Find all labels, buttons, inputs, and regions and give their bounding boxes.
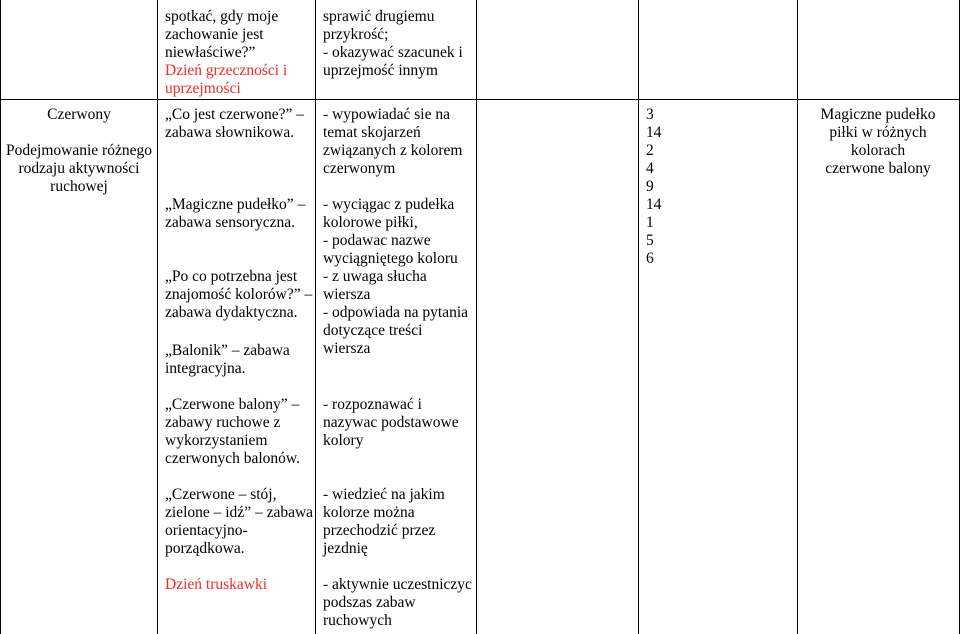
curriculum-number: 3	[646, 106, 654, 123]
goal-line: związanych z kolorem	[323, 142, 463, 159]
goal-line: nazywac podstawowe	[323, 414, 459, 431]
goal-line: ruchowych	[323, 612, 392, 629]
text-line: spotkać, gdy moje	[165, 8, 279, 25]
text-line: sprawić drugiemu	[323, 8, 435, 25]
goal-line: wiersza	[323, 340, 371, 357]
text-line: przykrość;	[323, 26, 389, 43]
goal-line: jezdnię	[323, 540, 368, 557]
column-border	[315, 0, 316, 634]
curriculum-number: 5	[646, 232, 654, 249]
curriculum-number: 6	[646, 250, 654, 267]
goal-line: kolorowe piłki,	[323, 214, 418, 231]
goal-line: przechodzić przez	[323, 522, 436, 539]
top-row-goals	[323, 8, 475, 80]
material-line: kolorach	[850, 142, 906, 159]
goals-cell	[323, 196, 475, 358]
column-border	[476, 0, 477, 634]
top-row-activities	[165, 8, 315, 98]
goal-line: - z uwaga słucha	[323, 268, 427, 285]
column-border	[157, 0, 158, 634]
goal-line: - aktywnie uczestniczyc	[323, 576, 472, 593]
goal-line: kolorze można	[323, 504, 415, 521]
goal-line: - rozpoznawać i	[323, 396, 422, 413]
day-title-line: Dzień grzeczności i	[165, 62, 288, 79]
activity-line: zabawy ruchowe z	[165, 414, 281, 431]
activity-line: wykorzystaniem	[165, 432, 268, 449]
curriculum-numbers-cell	[646, 106, 796, 268]
goal-line: wiersza	[323, 286, 371, 303]
day-title-line: uprzejmości	[165, 80, 241, 97]
topic-title: Czerwony	[47, 106, 111, 123]
goal-line: temat skojarzeń	[323, 124, 421, 141]
text-line: uprzejmość innym	[323, 62, 438, 79]
curriculum-number: 14	[646, 196, 662, 213]
material-line: czerwone balony	[825, 160, 931, 177]
activity-line: zabawa słownikowa.	[165, 124, 295, 141]
text-line: zachowanie jest	[165, 26, 264, 43]
activity-line: „Po co potrzebna jest	[165, 268, 298, 285]
goals-cell	[323, 576, 475, 630]
text-line: - okazywać szacunek i	[323, 44, 463, 61]
topic-subtitle: Podejmowanie różnego	[6, 142, 152, 159]
goals-cell	[323, 106, 475, 178]
curriculum-number: 1	[646, 214, 654, 231]
goals-cell	[323, 396, 475, 450]
goal-line: - wyciągac z pudełka	[323, 196, 455, 213]
goal-line: - wypowiadać sie na	[323, 106, 450, 123]
activity-line: znajomość kolorów?” –	[165, 286, 313, 303]
goal-line: - podawac nazwe	[323, 232, 431, 249]
topic-subtitle: rodzaju aktywności	[18, 160, 140, 177]
activity-line: czerwonych balonów.	[165, 450, 300, 467]
text-line: niewłaściwe?”	[165, 44, 256, 61]
goal-line: wyciągniętego koloru	[323, 250, 458, 267]
goal-line: - wiedzieć na jakim	[323, 486, 445, 503]
activity-line: porządkowa.	[165, 540, 245, 557]
activities-cell	[165, 106, 315, 142]
row-border	[0, 99, 960, 100]
activities-cell	[165, 486, 315, 558]
activity-line: zielone – idź” – zabawa	[165, 504, 314, 521]
activities-cell	[165, 196, 315, 232]
day-title-line: Dzień truskawki	[165, 576, 268, 593]
curriculum-number: 4	[646, 160, 654, 177]
column-border	[0, 0, 1, 634]
curriculum-number: 14	[646, 124, 662, 141]
material-line: Magiczne pudełko	[820, 106, 936, 123]
activities-cell	[165, 576, 315, 594]
activities-cell	[165, 396, 315, 468]
activity-line: zabawa dydaktyczna.	[165, 304, 298, 321]
material-line: piłki w różnych	[829, 124, 927, 141]
activity-line: integracyjna.	[165, 360, 246, 377]
activity-line: zabawa sensoryczna.	[165, 214, 295, 231]
activity-line: „Balonik” – zabawa	[165, 342, 290, 359]
goal-line: podszas zabaw	[323, 594, 416, 611]
activity-line: „Czerwone – stój,	[165, 486, 277, 503]
curriculum-number: 2	[646, 142, 654, 159]
goals-cell	[323, 486, 475, 558]
activity-line: „Magiczne pudełko” –	[165, 196, 306, 213]
goal-line: - odpowiada na pytania	[323, 304, 469, 321]
activity-line: „Czerwone balony” –	[165, 396, 300, 413]
goal-line: czerwonym	[323, 160, 396, 177]
activity-line: orientacyjno-	[165, 522, 248, 539]
activities-cell	[165, 268, 315, 322]
activity-line: „Co jest czerwone?” –	[165, 106, 305, 123]
topic-cell	[1, 106, 157, 196]
column-border	[797, 0, 798, 634]
curriculum-number: 9	[646, 178, 654, 195]
column-border	[638, 0, 639, 634]
goal-line: dotyczące treści	[323, 322, 423, 339]
topic-subtitle: ruchowej	[50, 178, 108, 195]
activities-cell	[165, 342, 315, 378]
goal-line: kolory	[323, 432, 364, 449]
materials-cell	[798, 106, 958, 178]
